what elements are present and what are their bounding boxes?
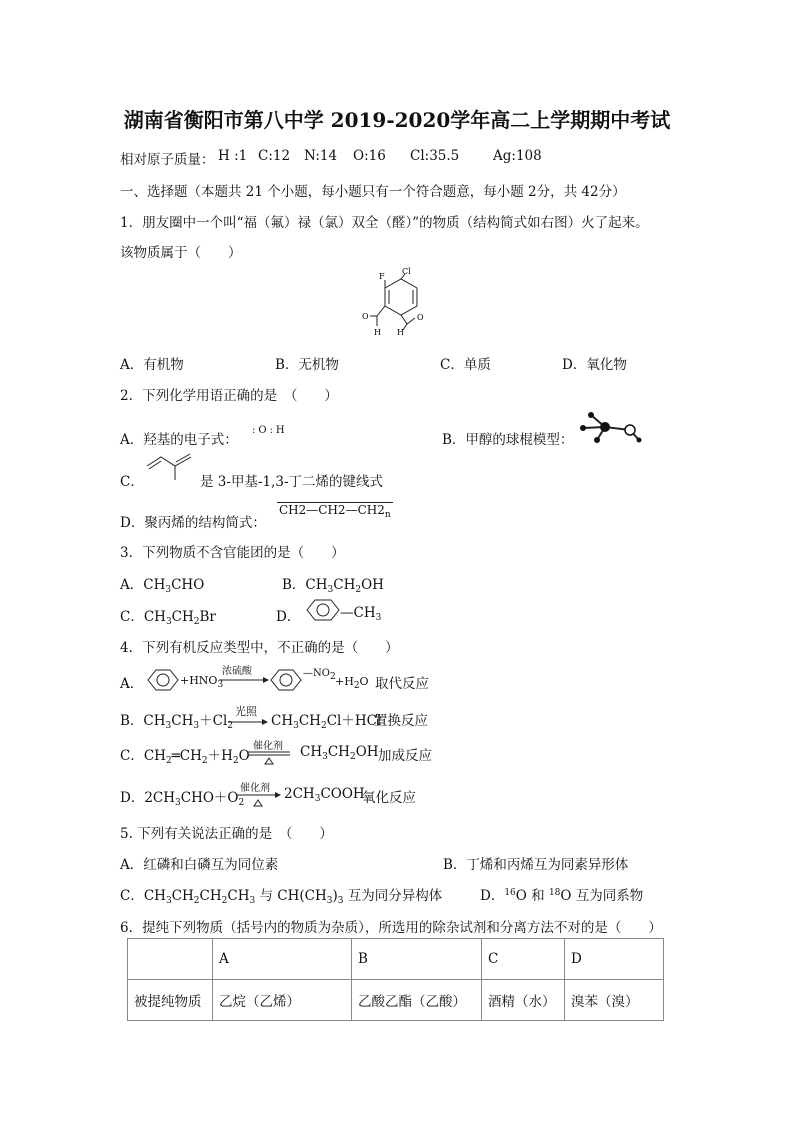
q1-option-c: C．单质 — [440, 357, 491, 373]
q5-option-c: C．$CH_3CH_2CH_2CH_3$ 与 $CH(CH_3)_3$ 互为同分异构体 — [120, 888, 443, 906]
mass-h: H :1 — [218, 148, 248, 164]
benzene-ring-icon — [303, 597, 343, 623]
benzene-ring-icon — [268, 667, 304, 693]
q4-option-c: C．$CH_2═CH_2+H_2O$ — [120, 748, 250, 766]
label-h-left: H — [374, 328, 381, 337]
q2-option-b: B．甲醇的球棍模型： — [442, 432, 574, 448]
mass-o: O:16 — [353, 148, 386, 164]
label-h-right: H — [397, 328, 404, 337]
q4-a-product: $—NO_2$ — [303, 668, 336, 682]
table-cell: 乙酸乙酯（乙酸） — [352, 980, 482, 1021]
mass-ag: Ag:108 — [493, 148, 542, 164]
label-cl: Cl — [402, 267, 411, 276]
table-row — [128, 980, 664, 1021]
label-o-left: O — [362, 312, 369, 321]
mass-n: N:14 — [304, 148, 338, 164]
q6-stem: 6．提纯下列物质（括号内的物质为杂质），所选用的除杂试剂和分离方法不对的是（ ） — [120, 920, 662, 936]
q3-option-c: C．$CH_3CH_2Br$ — [120, 609, 216, 627]
q3-stem: 3．下列物质不含官能团的是（ ） — [120, 545, 345, 561]
mass-c: C:12 — [258, 148, 291, 164]
reaction-arrow — [228, 718, 268, 726]
reaction-arrow — [219, 676, 269, 686]
q3-option-d-ch3: $—CH_3$ — [340, 605, 382, 623]
q4-option-b: B．$CH_3CH_3+Cl_2$ — [120, 713, 233, 731]
q4-a-reactant: $+HNO_3$ — [180, 674, 224, 690]
methanol-ball-stick-model — [575, 410, 645, 445]
q4-b-condition: 光照 — [235, 705, 257, 718]
hydroxyl-electron-formula: :O:H — [252, 425, 288, 436]
q1-option-b: B．无机物 — [275, 357, 339, 373]
section-heading: 一、选择题（本题共 21 个小题，每小题只有一个符合题意，每小题 2分，共 42分） — [120, 184, 626, 200]
q4-b-type: 置换反应 — [374, 713, 428, 729]
q4-a-type: 取代反应 — [375, 676, 429, 692]
q4-a-condition: 浓硫酸 — [222, 666, 252, 677]
q3-option-a: A．$CH_3CHO$ — [120, 577, 205, 595]
q5-option-d: D．$^{16}$O 和 $^{18}$O 互为同系物 — [480, 888, 644, 904]
q4-c-type: 加成反应 — [378, 748, 432, 764]
q4-c-condition: 催化剂 — [253, 741, 283, 752]
q5-option-a: A．红磷和白磷互为同位素 — [120, 857, 279, 873]
q4-option-d: D．$2CH_3CHO+O_2$ — [120, 790, 245, 808]
q2-option-c-text: 是 3-甲基-1,3-丁二烯的键线式 — [200, 474, 384, 490]
table-cell: B — [352, 939, 482, 980]
polypropylene-formula: $CH2—CH2—CH2_n$ — [279, 503, 391, 520]
table-cell: 酒精（水） — [482, 980, 565, 1021]
q3-option-d-label: D． — [276, 609, 301, 625]
table-cell — [128, 939, 213, 980]
label-o-right: O — [417, 313, 424, 322]
reversible-arrow-heat — [248, 750, 290, 766]
q5-stem: 5. 下列有关说法正确的是 （ ） — [120, 826, 333, 842]
q4-d-condition: 催化剂 — [240, 783, 270, 794]
q3-option-b: B．$CH_3CH_2OH$ — [282, 577, 384, 595]
q1-option-a: A．有机物 — [120, 357, 184, 373]
table-cell: D — [565, 939, 664, 980]
q4-a-water: $+H_2O$ — [335, 675, 369, 691]
q4-b-product: $CH_3CH_2Cl+HCl$ — [271, 713, 382, 731]
q4-d-product: $2CH_3COOH$ — [284, 786, 365, 804]
q1-stem-line1: 1．朋友圈中一个叫“福（氟）禄（氯）双全（醛）”的物质（结构简式如右图）火了起来。 — [120, 215, 649, 231]
purification-table — [127, 938, 664, 1021]
q4-option-a-label: A． — [120, 676, 144, 692]
label-f: F — [379, 272, 385, 281]
q1-option-d: D．氧化物 — [562, 357, 627, 373]
table-cell: 被提纯物质 — [128, 980, 213, 1021]
diene-skeletal-formula — [145, 452, 195, 482]
benzene-ring-icon — [145, 667, 181, 693]
atomic-mass-label: 相对原子质量： — [120, 152, 215, 168]
q2-option-c-label: C． — [120, 474, 144, 490]
table-cell: C — [482, 939, 565, 980]
arrow-heat — [237, 792, 281, 808]
q1-structure-diagram — [355, 267, 445, 342]
page-title: 湖南省衡阳市第八中学 2019-2020学年高二上学期期中考试 — [123, 108, 671, 132]
table-cell: 溴苯（溴） — [565, 980, 664, 1021]
q2-stem: 2．下列化学用语正确的是 （ ） — [120, 388, 338, 404]
table-cell: A — [213, 939, 352, 980]
q2-option-d: D．聚丙烯的结构简式： — [120, 515, 266, 531]
q4-c-product: $CH_3CH_2OH$ — [300, 744, 379, 762]
q1-stem-line2: 该物质属于（ ） — [120, 245, 242, 261]
q4-stem: 4．下列有机反应类型中，不正确的是（ ） — [120, 640, 399, 656]
mass-cl: Cl:35.5 — [410, 148, 460, 164]
q2-option-a: A．羟基的电子式： — [120, 432, 238, 448]
table-header-row — [128, 939, 664, 980]
q5-option-b: B．丁烯和丙烯互为同素异形体 — [443, 857, 629, 873]
q4-d-type: 氧化反应 — [362, 790, 416, 806]
table-cell: 乙烷（乙烯） — [213, 980, 352, 1021]
